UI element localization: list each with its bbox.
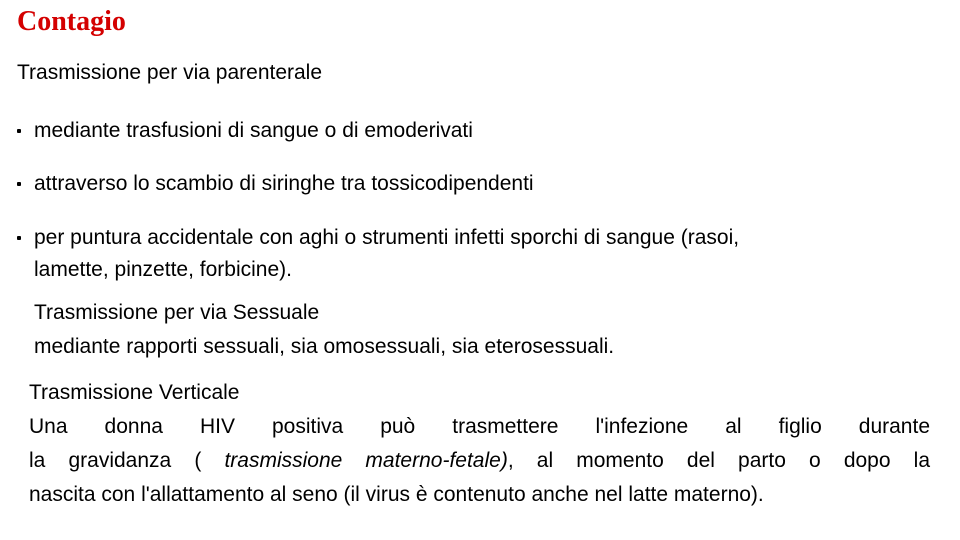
list-item-text: per puntura accidentale con aghi o strumenti infetti sporchi di sangue (rasoi, [34,226,740,249]
bullet-icon [17,129,21,133]
list-item-text: lamette, pinzette, forbicine). [34,258,292,281]
list-item-text: attraverso lo scambio di siringhe tra tossicodipendenti [34,172,534,195]
vertical-text-segment: , al momento del parto o dopo la [507,449,930,472]
bullet-icon [17,236,21,240]
vertical-text-line [29,444,930,478]
vertical-text-segment: la gravidanza ( [29,449,225,472]
vertical-heading: Trasmissione Verticale [29,381,240,404]
vertical-text-line: nascita con l'allattamento al seno (il virus è contenuto anche nel latte materno). [29,483,764,506]
slide-title: Contagio [17,6,126,37]
vertical-text-line: Una donna HIV positiva può trasmettere l'infezione al figlio durante [29,415,930,438]
vertical-text-emphasis: trasmissione materno-fetale) [224,449,508,472]
sexual-heading: Trasmissione per via Sessuale [34,301,320,324]
sexual-section [34,296,614,364]
sexual-text: mediante rapporti sessuali, sia omosessuali, sia eterosessuali. [34,335,615,358]
list-item-text: mediante trasfusioni di sangue o di emoderivati [34,119,473,142]
vertical-section [29,376,930,512]
bullet-icon [17,182,21,186]
parenteral-heading: Trasmissione per via parenterale [17,61,323,84]
